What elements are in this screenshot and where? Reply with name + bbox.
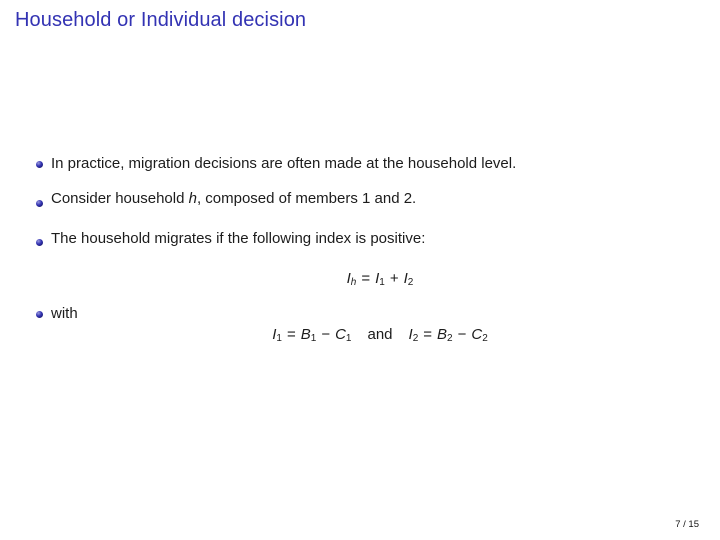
minus-sign: −	[321, 326, 331, 343]
math-subscript: 1	[379, 277, 385, 288]
minus-sign: −	[457, 326, 467, 343]
plus-sign: +	[389, 270, 399, 287]
formula-household-index	[40, 269, 720, 292]
bullet-text	[51, 190, 416, 208]
ball-bullet-icon	[36, 311, 43, 318]
household-variable: h	[188, 190, 197, 207]
math-symbol: C	[471, 326, 483, 343]
math-subscript: 1	[345, 333, 352, 344]
bullet-item-household-h	[36, 190, 700, 208]
math-subscript: 1	[310, 333, 317, 344]
ball-bullet-icon	[36, 161, 43, 168]
math-subscript: 2	[482, 333, 488, 344]
math-subscript: 2	[412, 333, 419, 344]
math-subscript: h	[350, 277, 357, 288]
bullet-text: The household migrates if the following index is positive:	[51, 230, 426, 247]
ball-bullet-icon	[36, 239, 43, 246]
bullet-text: In practice, migration decisions are often made at the household level.	[51, 155, 517, 172]
math-subscript: 1	[276, 333, 282, 344]
math-subscript: 2	[407, 277, 414, 288]
math-symbol: I	[272, 326, 277, 343]
equals-sign: =	[361, 270, 371, 287]
bullet-item-migration-index	[36, 230, 700, 248]
equals-sign: =	[423, 326, 433, 343]
bullet-text-post: , composed of members 1 and 2.	[196, 190, 417, 207]
bullet-text-pre: Consider household	[51, 190, 189, 207]
formula-member-indices	[40, 325, 720, 348]
math-subscript: 2	[447, 333, 453, 344]
math-symbol: C	[335, 326, 346, 343]
slide-title: Household or Individual decision	[15, 9, 307, 31]
ball-bullet-icon	[36, 200, 43, 207]
math-symbol: B	[300, 326, 311, 343]
math-symbol: I	[403, 270, 408, 287]
bullet-item-practice	[36, 155, 700, 173]
equals-sign: =	[286, 326, 296, 343]
math-symbol: B	[437, 326, 448, 343]
bullet-text: with	[51, 305, 78, 322]
page-indicator: 7 / 15	[675, 519, 699, 530]
bullet-item-with	[36, 305, 700, 323]
math-symbol: I	[346, 270, 351, 287]
math-symbol: I	[375, 270, 380, 287]
connector-word: and	[367, 326, 393, 343]
math-symbol: I	[408, 326, 413, 343]
